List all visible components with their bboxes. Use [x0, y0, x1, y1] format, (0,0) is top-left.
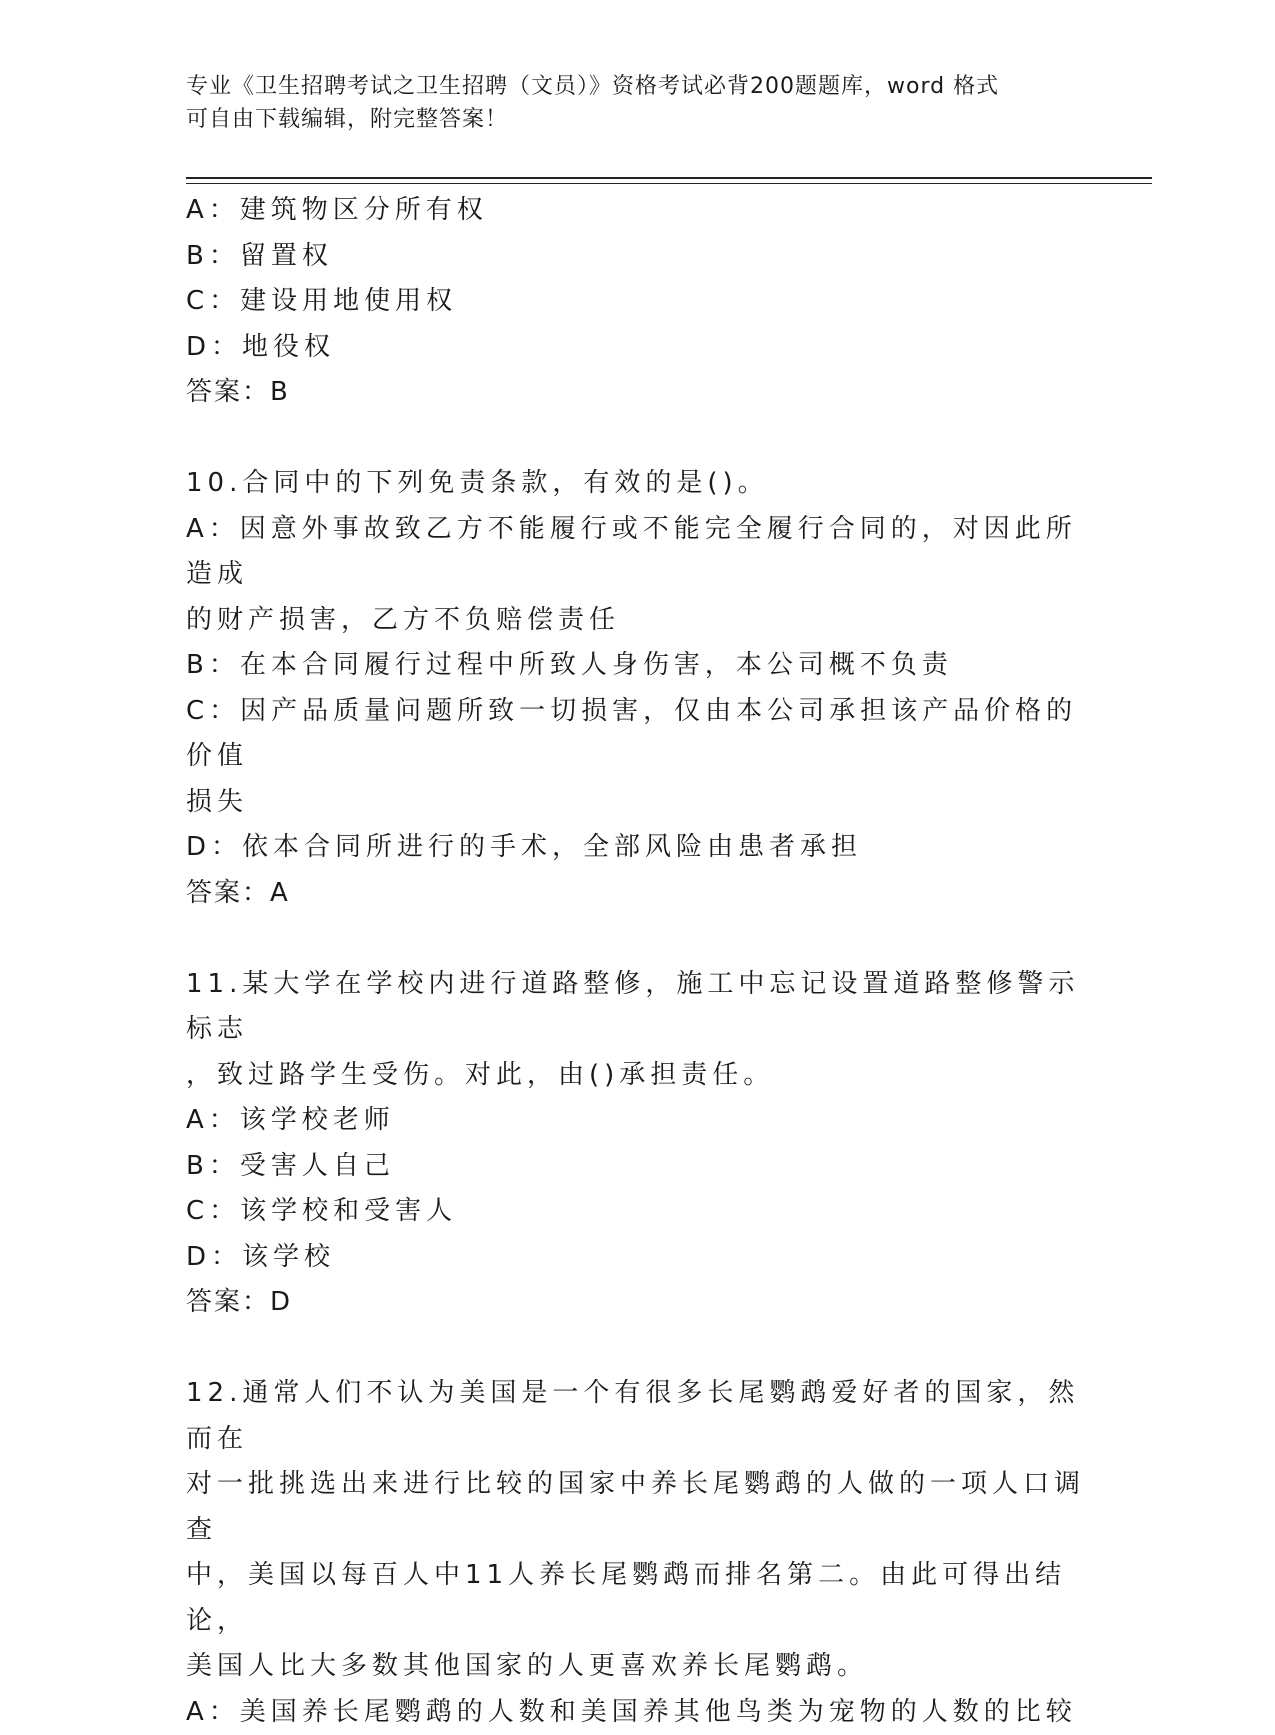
- question-text-line-2: ，致过路学生受伤。对此，由()承担责任。: [186, 1053, 1086, 1099]
- question-text-line-2: 对一批挑选出来进行比较的国家中养长尾鹦鹉的人做的一项人口调查: [186, 1462, 1086, 1553]
- header-title-line-2: 可自由下载编辑，附完整答案！: [186, 103, 1066, 136]
- option-a: A：该学校老师: [186, 1098, 1086, 1144]
- option-d: D：地役权: [186, 325, 1086, 371]
- question-text-line-1: 11.某大学在学校内进行道路整修，施工中忘记设置道路整修警示标志: [186, 962, 1086, 1053]
- option-c-line-1: C：因产品质量问题所致一切损害，仅由本公司承担该产品价格的价值: [186, 689, 1086, 780]
- answer: 答案：A: [186, 871, 1086, 917]
- option-a-line-2: 的财产损害，乙方不负赔偿责任: [186, 598, 1086, 644]
- header-rule-thin: [186, 183, 1152, 184]
- question-9: [186, 188, 1086, 416]
- spacer: [186, 916, 1086, 962]
- answer: 答案：B: [186, 370, 1086, 416]
- option-b: B：留置权: [186, 234, 1086, 280]
- document-header: [186, 70, 1066, 136]
- question-text-line-3: 中，美国以每百人中11人养长尾鹦鹉而排名第二。由此可得出结论，: [186, 1553, 1086, 1644]
- option-a: A：建筑物区分所有权: [186, 188, 1086, 234]
- option-d: D：依本合同所进行的手术，全部风险由患者承担: [186, 825, 1086, 871]
- header-rule-thick: [186, 177, 1152, 179]
- question-text-line-1: 12.通常人们不认为美国是一个有很多长尾鹦鹉爱好者的国家，然而在: [186, 1371, 1086, 1462]
- option-a-line-1: A：因意外事故致乙方不能履行或不能完全履行合同的，对因此所造成: [186, 507, 1086, 598]
- question-text-line-4: 美国人比大多数其他国家的人更喜欢养长尾鹦鹉。: [186, 1644, 1086, 1690]
- option-c-line-2: 损失: [186, 780, 1086, 826]
- question-11: [186, 962, 1086, 1326]
- spacer: [186, 1326, 1086, 1372]
- question-12: [186, 1371, 1086, 1735]
- option-a: A：美国养长尾鹦鹉的人数和美国养其他鸟类为宠物的人数的比较: [186, 1690, 1086, 1735]
- spacer: [186, 416, 1086, 462]
- option-d: D：该学校: [186, 1235, 1086, 1281]
- answer: 答案：D: [186, 1280, 1086, 1326]
- question-list: [186, 188, 1086, 1735]
- question-text: 10.合同中的下列免责条款，有效的是()。: [186, 461, 1086, 507]
- header-title-line-1: 专业《卫生招聘考试之卫生招聘（文员）》资格考试必背200题题库，word 格式: [186, 70, 1066, 103]
- option-c: C：该学校和受害人: [186, 1189, 1086, 1235]
- option-b: B：受害人自己: [186, 1144, 1086, 1190]
- question-10: [186, 461, 1086, 916]
- option-c: C：建设用地使用权: [186, 279, 1086, 325]
- option-b: B：在本合同履行过程中所致人身伤害，本公司概不负责: [186, 643, 1086, 689]
